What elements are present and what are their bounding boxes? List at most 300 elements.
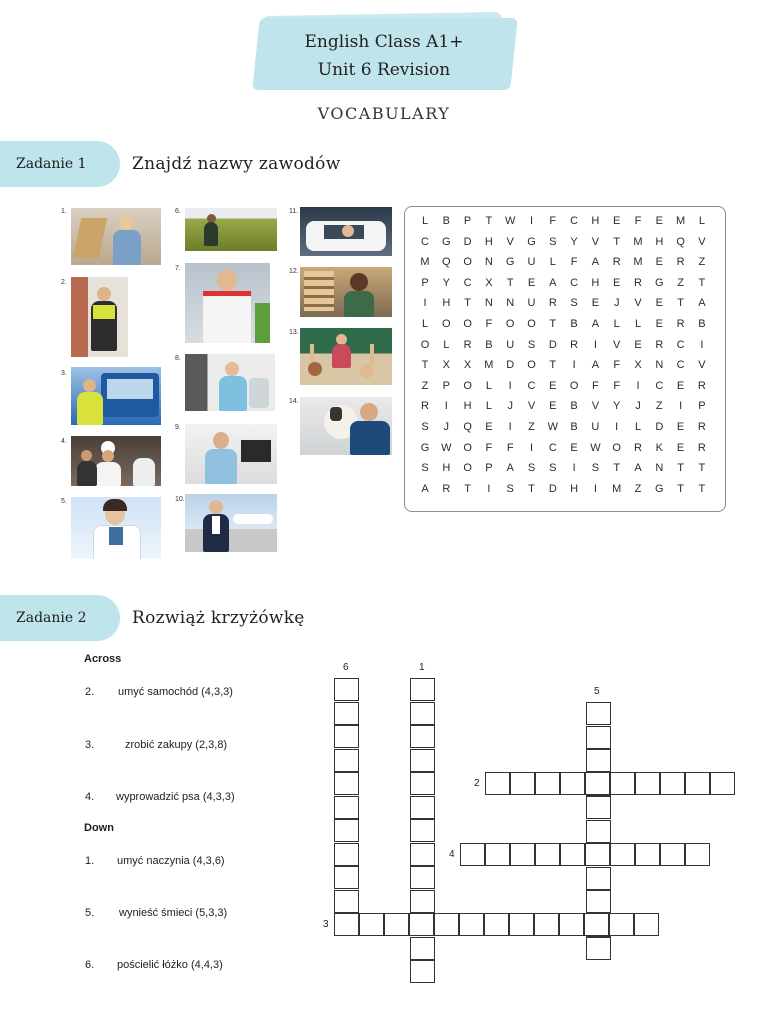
wordsearch-letter[interactable]: S [527, 338, 536, 351]
wordsearch-letter[interactable]: T [677, 482, 684, 495]
wordsearch-letter[interactable]: Z [528, 421, 535, 433]
wordsearch-letter[interactable]: O [442, 318, 451, 330]
crossword-cell-across-2[interactable] [635, 772, 660, 795]
wordsearch-letter[interactable]: M [676, 215, 686, 227]
wordsearch-letter[interactable]: F [613, 359, 621, 372]
wordsearch-letter[interactable]: U [527, 256, 536, 269]
wordsearch-letter[interactable]: G [505, 256, 515, 269]
crossword-cell-across-3[interactable] [634, 913, 659, 936]
wordsearch-letter[interactable]: X [463, 359, 472, 372]
crossword-cell-down-5[interactable] [586, 796, 611, 819]
wordsearch-letter[interactable]: O [463, 318, 472, 330]
clue-text: wyprowadzić psa (4,3,3) [116, 791, 235, 803]
photo-number: 7. [175, 265, 181, 272]
wordsearch-letter[interactable]: V [698, 359, 706, 372]
wordsearch-letter[interactable]: L [613, 318, 620, 330]
wordsearch-letter[interactable]: Z [634, 482, 642, 495]
wordsearch-letter[interactable]: T [549, 318, 557, 330]
wordsearch-letter[interactable]: Z [421, 379, 429, 392]
crossword-cell-across-3[interactable] [534, 913, 559, 936]
wordsearch-letter[interactable]: H [463, 400, 472, 413]
wordsearch-letter[interactable]: R [442, 482, 451, 495]
wordsearch-letter[interactable]: P [421, 276, 429, 289]
wordsearch-letter[interactable]: Q [463, 421, 472, 433]
crossword-cell-across-2[interactable] [510, 772, 535, 795]
clue-text: zrobić zakupy (2,3,8) [125, 739, 228, 751]
wordsearch-letter[interactable]: O [420, 338, 430, 351]
wordsearch-letter[interactable]: T [613, 462, 621, 475]
wordsearch-letter[interactable]: G [655, 482, 664, 495]
wordsearch-letter[interactable]: O [463, 256, 472, 269]
crossword-cell-down-1[interactable] [410, 749, 435, 772]
wordsearch-letter[interactable]: E [655, 256, 663, 269]
photo-number: 5. [61, 498, 67, 505]
photo-number: 6. [175, 208, 181, 215]
wordsearch-letter[interactable]: I [572, 462, 576, 475]
wordsearch-letter[interactable]: S [549, 235, 557, 248]
wordsearch-letter[interactable]: I [508, 379, 512, 392]
crossword-cell-down-5[interactable] [586, 820, 611, 843]
wordsearch-row [415, 462, 717, 482]
wordsearch-letter[interactable]: Q [442, 256, 451, 269]
wordsearch-letter[interactable]: P [485, 462, 493, 475]
wordsearch-letter[interactable]: X [442, 359, 450, 372]
crossword-cell-across-2[interactable] [660, 772, 685, 795]
wordsearch-letter[interactable]: L [443, 338, 450, 351]
wordsearch-letter[interactable]: V [613, 338, 621, 351]
wordsearch-letter[interactable]: Z [677, 276, 684, 289]
wordsearch-row [415, 421, 717, 441]
wordsearch-letter[interactable]: S [421, 462, 429, 475]
wordsearch-letter[interactable]: C [676, 359, 685, 372]
wordsearch-letter[interactable]: C [570, 215, 579, 227]
crossword-cell-down-1[interactable] [410, 960, 435, 983]
wordsearch-letter[interactable]: U [506, 338, 515, 351]
wordsearch-letter[interactable]: R [421, 400, 429, 413]
crossword-cell-down-1[interactable] [410, 937, 435, 960]
wordsearch-letter[interactable]: Y [442, 276, 450, 289]
clue-number: 4. [85, 791, 95, 803]
wordsearch-letter[interactable]: I [615, 421, 619, 433]
wordsearch-letter[interactable]: R [548, 297, 557, 310]
wordsearch-letter[interactable]: S [421, 421, 429, 433]
wordsearch-letter[interactable]: F [570, 256, 578, 269]
wordsearch-letter[interactable]: L [421, 215, 429, 227]
crossword-cell-down-6[interactable] [334, 866, 359, 889]
wordsearch-letter[interactable]: M [633, 256, 643, 269]
crossword-cell-down-1[interactable] [410, 890, 435, 913]
crossword-cell-across-3[interactable] [559, 913, 584, 936]
wordsearch-letter[interactable]: J [507, 400, 513, 413]
crossword-cell-across-3[interactable] [384, 913, 409, 936]
wordsearch-letter[interactable]: T [677, 297, 684, 310]
wordsearch-letter[interactable]: I [529, 441, 534, 454]
clue-number: 2. [85, 686, 95, 698]
crossword-number-2: 2 [474, 778, 480, 789]
wordsearch-letter[interactable]: T [464, 297, 471, 310]
crossword-cell-down-6[interactable] [334, 819, 359, 842]
header-line2: Unit 6 Revision [317, 60, 451, 80]
wordsearch-letter[interactable]: W [441, 441, 452, 454]
wordsearch-letter[interactable]: I [700, 338, 704, 351]
wordsearch-letter[interactable]: G [655, 276, 664, 289]
wordsearch-letter[interactable]: L [485, 379, 492, 392]
wordsearch-letter[interactable]: Z [698, 256, 706, 269]
wordsearch-letter[interactable]: L [421, 318, 429, 330]
photo-number: 8. [175, 355, 181, 362]
header-title [256, 28, 512, 84]
wordsearch-letter[interactable]: I [572, 359, 576, 372]
crossword-cell-across-3[interactable] [584, 913, 609, 936]
wordsearch-letter[interactable]: I [593, 338, 597, 351]
photo-number: 4. [61, 438, 67, 445]
task2-title: Rozwiąż krzyżówkę [132, 608, 305, 628]
wordsearch-letter[interactable]: O [463, 441, 472, 454]
crossword-cell-across-4[interactable] [535, 843, 560, 866]
wordsearch-letter[interactable]: E [613, 215, 621, 227]
crossword-cell-across-4[interactable] [610, 843, 635, 866]
wordsearch-letter[interactable]: F [506, 441, 514, 454]
wordsearch-letter[interactable]: L [698, 215, 705, 227]
crossword-cell-across-3[interactable] [459, 913, 484, 936]
wordsearch-letter[interactable]: Q [676, 235, 685, 248]
wordsearch-letter[interactable]: I [487, 482, 491, 495]
wordsearch-letter[interactable]: R [697, 379, 706, 392]
crossword-cell-down-5[interactable] [586, 749, 611, 772]
wordsearch-letter[interactable]: E [676, 379, 685, 392]
crossword-cell-down-6[interactable] [334, 843, 359, 866]
clue-text: wynieść śmieci (5,3,3) [119, 907, 228, 919]
wordsearch-letter[interactable]: N [506, 297, 515, 310]
wordsearch-letter[interactable]: V [591, 235, 600, 248]
crossword-cell-across-2[interactable] [485, 772, 510, 795]
wordsearch-letter[interactable]: T [698, 462, 706, 475]
wordsearch-letter[interactable]: D [655, 421, 664, 433]
wordsearch-letter[interactable]: E [655, 318, 663, 330]
crossword-cell-across-2[interactable] [685, 772, 710, 795]
wordsearch-letter[interactable]: O [527, 318, 536, 330]
wordsearch-letter[interactable]: R [570, 338, 579, 351]
wordsearch-letter[interactable]: B [442, 215, 450, 227]
wordsearch-letter[interactable]: Y [570, 235, 578, 248]
crossword-cell-down-6[interactable] [334, 678, 359, 701]
wordsearch-letter[interactable]: F [549, 215, 557, 227]
wordsearch-letter[interactable]: P [442, 379, 450, 392]
wordsearch-letter[interactable]: T [549, 359, 557, 372]
crossword-cell-across-4[interactable] [485, 843, 510, 866]
wordsearch-letter[interactable]: H [484, 235, 493, 248]
wordsearch-letter[interactable]: I [423, 297, 427, 310]
wordsearch-letter[interactable]: E [591, 297, 600, 310]
wordsearch-letter[interactable]: C [570, 276, 579, 289]
wordsearch-letter[interactable]: A [421, 482, 429, 495]
wordsearch-letter[interactable]: N [484, 256, 493, 269]
crossword-cell-down-1[interactable] [410, 678, 435, 701]
wordsearch-letter[interactable]: H [570, 482, 579, 495]
wordsearch-letter[interactable]: H [591, 215, 600, 227]
wordsearch-row [415, 215, 717, 235]
crossword-cell-down-6[interactable] [334, 702, 359, 725]
wordsearch-letter[interactable]: D [548, 482, 557, 495]
wordsearch-letter[interactable]: R [634, 276, 642, 289]
wordsearch-letter[interactable]: V [506, 235, 514, 248]
wordsearch-letter[interactable]: B [570, 400, 578, 413]
wordsearch-letter[interactable]: I [636, 379, 640, 392]
wordsearch-letter[interactable]: A [506, 462, 514, 475]
photo-footballer [185, 263, 270, 343]
crossword-cell-down-5[interactable] [586, 890, 611, 913]
crossword-cell-down-6[interactable] [334, 725, 359, 748]
wordsearch-letter[interactable]: I [508, 421, 512, 433]
crossword-cell-down-1[interactable] [410, 819, 435, 842]
wordsearch-letter[interactable]: V [591, 400, 600, 413]
crossword-cell-down-1[interactable] [410, 772, 435, 795]
wordsearch-letter[interactable]: R [697, 441, 706, 454]
wordsearch-letter[interactable]: E [655, 215, 663, 227]
wordsearch-letter[interactable]: L [485, 400, 492, 413]
wordsearch-letter[interactable]: R [634, 441, 642, 454]
wordsearch-letter[interactable]: Y [613, 400, 621, 413]
wordsearch-letter[interactable]: C [463, 276, 472, 289]
wordsearch-letter[interactable]: K [655, 441, 663, 454]
photo-artist [71, 208, 161, 265]
crossword-cell-across-2[interactable] [610, 772, 635, 795]
wordsearch-letter[interactable]: V [527, 400, 536, 413]
wordsearch-letter[interactable]: E [485, 421, 493, 433]
wordsearch-letter[interactable]: J [443, 421, 450, 433]
wordsearch-letter[interactable]: E [527, 276, 536, 289]
wordsearch-letter[interactable]: H [655, 235, 664, 248]
section-title: VOCABULARY [317, 104, 451, 123]
wordsearch-letter[interactable]: P [463, 215, 472, 227]
wordsearch-letter[interactable]: U [591, 421, 600, 433]
wordsearch-letter[interactable]: I [444, 400, 448, 413]
wordsearch-row [415, 380, 717, 400]
wordsearch-letter[interactable]: A [698, 297, 706, 310]
wordsearch-letter[interactable]: G [442, 235, 451, 248]
wordsearch-letter[interactable]: O [569, 379, 579, 392]
wordsearch-letter[interactable]: H [442, 297, 451, 310]
wordsearch-letter[interactable]: O [505, 318, 515, 330]
crossword-cell-across-2[interactable] [560, 772, 585, 795]
crossword-cell-across-3[interactable] [609, 913, 634, 936]
wordsearch-letter[interactable]: T [613, 235, 621, 248]
wordsearch-letter[interactable]: N [484, 297, 493, 310]
wordsearch-letter[interactable]: Z [655, 400, 663, 413]
down-heading: Down [84, 822, 114, 834]
crossword-cell-across-4[interactable] [685, 843, 710, 866]
photo-number: 13. [289, 329, 299, 336]
wordsearch-letter[interactable]: A [591, 256, 600, 269]
crossword-cell-across-4[interactable] [510, 843, 535, 866]
clue-text: umyć naczynia (4,3,6) [117, 855, 225, 867]
wordsearch-letter[interactable]: D [506, 359, 515, 372]
wordsearch-row [415, 277, 717, 297]
wordsearch-letter[interactable]: E [634, 338, 642, 351]
wordsearch-letter[interactable]: E [655, 297, 663, 310]
photo-number: 1. [61, 208, 67, 215]
wordsearch-letter[interactable]: O [612, 441, 621, 454]
crossword-cell-across-2[interactable] [535, 772, 560, 795]
photo-number: 11. [289, 208, 299, 215]
wordsearch-letter[interactable]: B [698, 318, 706, 330]
wordsearch-letter[interactable]: W [590, 441, 601, 454]
crossword-cell-across-3[interactable] [509, 913, 534, 936]
wordsearch-letter[interactable]: P [698, 400, 706, 413]
wordsearch-letter[interactable]: M [484, 359, 494, 372]
photo-number: 12. [289, 268, 299, 275]
wordsearch-letter[interactable]: C [655, 379, 664, 392]
wordsearch-letter[interactable]: T [464, 482, 471, 495]
wordsearch-letter[interactable]: I [529, 215, 534, 227]
wordsearch-letter[interactable]: F [613, 379, 621, 392]
wordsearch-letter[interactable]: E [549, 379, 557, 392]
crossword-cell-down-5[interactable] [586, 937, 611, 960]
wordsearch-letter[interactable]: T [485, 215, 493, 227]
wordsearch-letter[interactable]: I [679, 400, 683, 413]
crossword-cell-down-5[interactable] [586, 867, 611, 890]
wordsearch-letter[interactable]: D [548, 338, 557, 351]
photo-doctor [71, 497, 161, 559]
wordsearch-letter[interactable]: X [634, 359, 642, 372]
wordsearch-letter[interactable]: R [697, 421, 706, 433]
wordsearch-letter[interactable]: L [634, 421, 642, 433]
crossword-cell-down-6[interactable] [334, 796, 359, 819]
wordsearch-letter[interactable]: T [528, 482, 535, 495]
wordsearch-letter[interactable]: T [506, 276, 514, 289]
crossword-cell-down-1[interactable] [410, 843, 435, 866]
wordsearch-letter[interactable]: R [612, 256, 621, 269]
wordsearch-letter[interactable]: F [592, 379, 599, 392]
wordsearch-letter[interactable]: C [548, 441, 557, 454]
wordsearch-row [415, 359, 717, 379]
wordsearch-letter[interactable]: E [549, 400, 557, 413]
wordsearch-letter[interactable]: L [634, 318, 642, 330]
wordsearch-letter[interactable]: R [676, 256, 685, 269]
wordsearch-letter[interactable]: H [442, 462, 451, 475]
wordsearch-letter[interactable]: C [421, 235, 429, 248]
wordsearch-row [415, 400, 717, 420]
wordsearch-letter[interactable]: W [504, 215, 516, 227]
crossword-cell-down-1[interactable] [410, 702, 435, 725]
wordsearch-letter[interactable]: R [676, 318, 685, 330]
wordsearch-letter[interactable]: O [463, 379, 472, 392]
crossword-cell-across-3[interactable] [434, 913, 459, 936]
crossword-cell-across-4[interactable] [635, 843, 660, 866]
wordsearch-letter[interactable]: B [570, 318, 578, 330]
clue-number: 5. [85, 907, 95, 919]
wordsearch-letter[interactable]: S [570, 297, 578, 310]
wordsearch-letter[interactable]: N [655, 462, 664, 475]
wordsearch-letter[interactable]: S [549, 462, 557, 475]
wordsearch-letter[interactable]: S [506, 482, 514, 495]
wordsearch-letter[interactable]: U [527, 297, 536, 310]
crossword-cell-across-3[interactable] [409, 913, 434, 936]
clue-number: 3. [85, 739, 95, 751]
wordsearch-letter[interactable]: V [634, 297, 642, 310]
wordsearch-letter[interactable]: T [698, 276, 706, 289]
wordsearch-letter[interactable]: E [613, 276, 621, 289]
wordsearch-letter[interactable]: E [676, 421, 685, 433]
wordsearch-letter[interactable]: R [655, 338, 664, 351]
wordsearch-letter[interactable]: S [591, 462, 600, 475]
wordsearch-letter[interactable]: M [612, 482, 622, 495]
wordsearch-letter[interactable]: T [698, 482, 706, 495]
crossword-cell-across-3[interactable] [484, 913, 509, 936]
crossword-cell-across-2[interactable] [710, 772, 735, 795]
wordsearch-letter[interactable]: O [527, 359, 536, 372]
wordsearch-letter[interactable]: T [677, 462, 684, 475]
crossword-cell-down-6[interactable] [334, 749, 359, 772]
wordsearch-letter[interactable]: F [634, 215, 642, 227]
wordsearch-row [415, 297, 717, 317]
wordsearch-letter[interactable]: T [421, 359, 429, 372]
wordsearch-letter[interactable]: D [463, 235, 472, 248]
wordsearch-letter[interactable]: A [591, 318, 600, 330]
wordsearch-letter[interactable]: R [463, 338, 472, 351]
wordsearch-letter[interactable]: N [655, 359, 664, 372]
wordsearch-letter[interactable]: J [613, 297, 620, 310]
wordsearch-letter[interactable]: I [593, 482, 597, 495]
crossword-cell-across-4[interactable] [585, 843, 610, 866]
crossword-cell-down-5[interactable] [586, 726, 611, 749]
wordsearch-letter[interactable]: A [591, 359, 600, 372]
wordsearch-letter[interactable]: A [549, 276, 557, 289]
photo-number: 2. [61, 279, 67, 286]
task2-tab: Zadanie 2 [0, 595, 120, 641]
wordsearch-letter[interactable]: F [485, 441, 493, 454]
crossword-cell-across-4[interactable] [660, 843, 685, 866]
clue-number: 6. [85, 959, 95, 971]
crossword-cell-down-1[interactable] [410, 725, 435, 748]
photo-farmer [185, 208, 277, 251]
wordsearch-letter[interactable]: B [570, 421, 578, 433]
crossword-cell-down-1[interactable] [410, 796, 435, 819]
wordsearch-letter[interactable]: H [591, 276, 600, 289]
wordsearch-letter[interactable]: V [698, 235, 706, 248]
wordsearch-letter[interactable]: S [527, 462, 536, 475]
wordsearch-letter[interactable]: M [420, 256, 430, 269]
wordsearch-letter[interactable]: A [634, 462, 642, 475]
wordsearch-letter[interactable]: W [547, 421, 558, 433]
photo-office-worker [185, 424, 277, 484]
wordsearch-letter[interactable]: L [549, 256, 556, 269]
crossword-cell-down-1[interactable] [410, 866, 435, 889]
wordsearch-letter[interactable]: X [485, 276, 493, 289]
crossword-cell-across-4[interactable] [560, 843, 585, 866]
photo-police-officer [300, 207, 392, 256]
wordsearch-letter[interactable]: J [635, 400, 641, 413]
crossword-cell-across-2[interactable] [585, 772, 610, 795]
crossword-cell-across-3[interactable] [334, 913, 359, 936]
wordsearch-letter[interactable]: B [485, 338, 493, 351]
wordsearch-letter[interactable]: C [676, 338, 685, 351]
wordsearch-letter[interactable]: F [485, 318, 493, 330]
wordsearch-letter[interactable]: G [527, 235, 536, 248]
wordsearch-letter[interactable]: C [527, 379, 536, 392]
wordsearch-letter[interactable]: M [633, 235, 643, 248]
crossword-cell-across-4[interactable] [460, 843, 485, 866]
wordsearch-letter[interactable]: G [420, 441, 430, 454]
clue-text: umyć samochód (4,3,3) [118, 686, 233, 698]
wordsearch-letter[interactable]: E [676, 441, 685, 454]
crossword-cell-down-5[interactable] [586, 702, 611, 725]
wordsearch-letter[interactable]: E [570, 441, 578, 454]
crossword-cell-down-6[interactable] [334, 772, 359, 795]
crossword-cell-down-6[interactable] [334, 890, 359, 913]
crossword-cell-across-3[interactable] [359, 913, 384, 936]
wordsearch-letter[interactable]: O [463, 462, 472, 475]
